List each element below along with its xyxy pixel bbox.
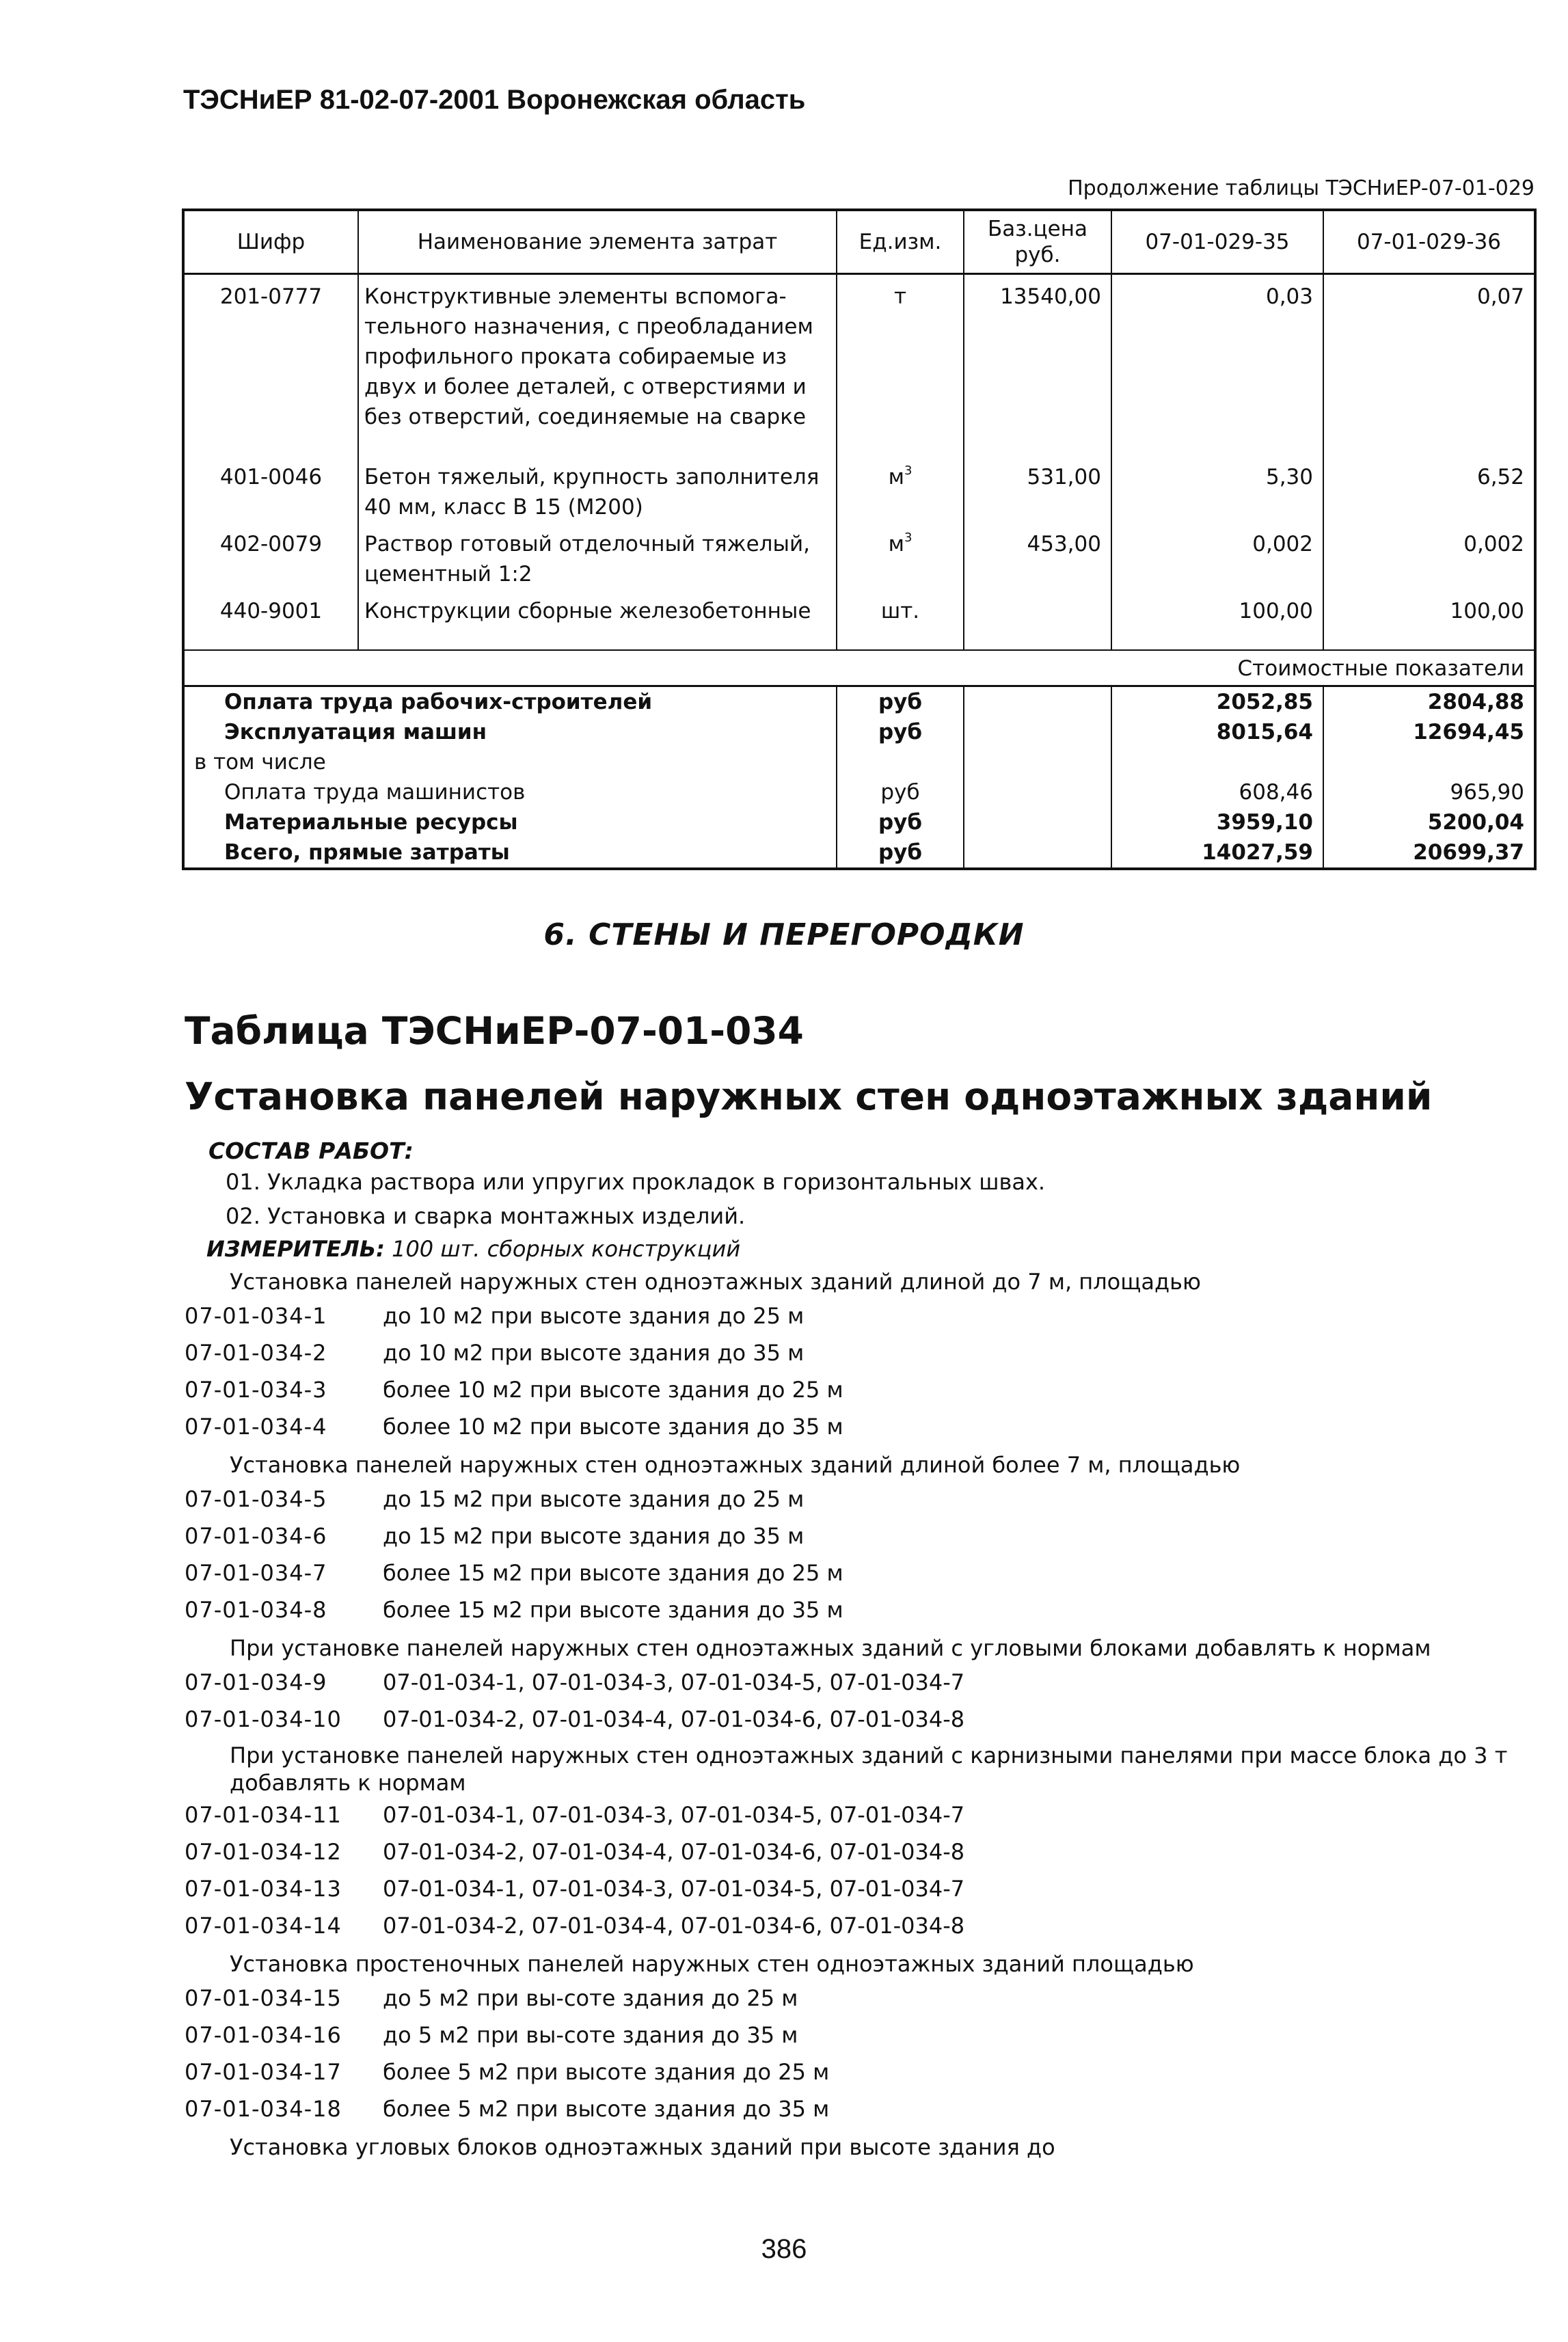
cost-unit: руб <box>837 686 964 718</box>
cost-value-35: 608,46 <box>1111 777 1323 807</box>
table-title: Таблица ТЭСНиЕР-07-01-034 <box>185 1009 804 1053</box>
row-code: 201-0777 <box>183 274 358 433</box>
row-price: 453,00 <box>964 522 1111 589</box>
table-row <box>183 455 1535 522</box>
cost-row <box>183 837 1535 869</box>
measure-unit-line <box>206 1236 740 1262</box>
row-unit: шт. <box>837 589 964 626</box>
item-desc: 07-01-034-1, 07-01-034-3, 07-01-034-5, 07-01-034-7 <box>383 1802 965 1828</box>
cost-name: Всего, прямые затраты <box>183 837 837 869</box>
row-value-35: 100,00 <box>1111 589 1323 626</box>
table-continuation-note: Продолжение таблицы ТЭСНиЕР-07-01-029 <box>1068 176 1535 200</box>
row-value-36: 6,52 <box>1323 455 1535 522</box>
item-code: 07-01-034-13 <box>185 1876 342 1902</box>
list-item <box>185 2090 1538 2127</box>
section-title: 6. СТЕНЫ И ПЕРЕГОРОДКИ <box>543 917 1025 952</box>
cost-row <box>183 686 1535 718</box>
row-unit: $м^3$ <box>837 455 964 522</box>
list-item <box>185 1907 1538 1944</box>
table-row <box>183 274 1535 433</box>
item-desc: до 15 м2 при высоте здания до 35 м <box>383 1523 805 1549</box>
row-unit: $м^3$ <box>837 522 964 589</box>
item-desc: 07-01-034-2, 07-01-034-4, 07-01-034-6, 07-01-034-8 <box>383 1706 965 1732</box>
item-code: 07-01-034-7 <box>185 1560 327 1586</box>
cost-unit: руб <box>837 717 964 747</box>
cost-value-35 <box>1111 747 1323 777</box>
table-row <box>183 522 1535 589</box>
list-item <box>185 1701 1538 1738</box>
column-header-norm-36: 07-01-029-36 <box>1323 210 1535 274</box>
item-code: 07-01-034-18 <box>185 2096 342 2122</box>
list-item <box>185 1870 1538 1907</box>
cost-value-35: 2052,85 <box>1111 686 1323 718</box>
column-header-unit: Ед.изм. <box>837 210 964 274</box>
table-header-row <box>183 210 1535 274</box>
cost-indicators-label: Стоимостные показатели <box>183 650 1535 686</box>
list-item <box>185 1664 1538 1701</box>
cost-row <box>183 777 1535 807</box>
cost-value-36: 2804,88 <box>1323 686 1535 718</box>
item-desc: до 5 м2 при вы-соте здания до 35 м <box>383 2022 798 2048</box>
group-title: Установка панелей наружных стен одноэтажных зданий длиной более 7 м, площадью <box>230 1452 1241 1478</box>
cost-unit: руб <box>837 777 964 807</box>
cost-value-35: 8015,64 <box>1111 717 1323 747</box>
item-code: 07-01-034-9 <box>185 1669 327 1695</box>
item-desc: 07-01-034-1, 07-01-034-3, 07-01-034-5, 07-01-034-7 <box>383 1876 965 1902</box>
item-code: 07-01-034-4 <box>185 1414 327 1440</box>
item-code: 07-01-034-5 <box>185 1486 327 1512</box>
group-title: Установка простеночных панелей наружных стен одноэтажных зданий площадью <box>230 1951 1194 1977</box>
list-item <box>185 2054 1538 2090</box>
item-code: 07-01-034-10 <box>185 1706 342 1732</box>
row-value-35: 5,30 <box>1111 455 1323 522</box>
page-header-title: ТЭСНиЕР 81-02-07-2001 Воронежская область <box>183 85 806 115</box>
work-step: 01. Укладка раствора или упругих прокладок в горизонтальных швах. <box>226 1169 1046 1195</box>
row-value-35: 0,03 <box>1111 274 1323 433</box>
item-code: 07-01-034-2 <box>185 1340 327 1366</box>
row-value-36: 100,00 <box>1323 589 1535 626</box>
row-name: Конструкции сборные железобетонные <box>358 589 837 626</box>
column-header-base-price: Баз.цена руб. <box>964 210 1111 274</box>
group-title: При установке панелей наружных стен одноэтажных зданий с угловыми блоками добавлять к нормам <box>230 1635 1431 1661</box>
item-code: 07-01-034-6 <box>185 1523 327 1549</box>
list-item <box>185 1833 1538 1870</box>
row-value-35: 0,002 <box>1111 522 1323 589</box>
item-code: 07-01-034-15 <box>185 1985 342 2011</box>
column-header-code: Шифр <box>183 210 358 274</box>
table-row <box>183 589 1535 626</box>
column-header-norm-35: 07-01-029-35 <box>1111 210 1323 274</box>
item-desc: 07-01-034-2, 07-01-034-4, 07-01-034-6, 07-01-034-8 <box>383 1913 965 1939</box>
row-name: Конструктивные элементы вспомога-тельного назначения, с преобладанием профильного проката собираемые из двух и более деталей, с отверстиями и без отверстий, соединяемые на сварке <box>358 274 837 433</box>
norm-items-list <box>185 1262 1538 2163</box>
cost-value-36: 5200,04 <box>1323 807 1535 837</box>
row-price: 13540,00 <box>964 274 1111 433</box>
list-item <box>185 1481 1538 1518</box>
cost-unit: руб <box>837 837 964 869</box>
measure-unit-value: 100 шт. сборных конструкций <box>392 1236 741 1262</box>
row-value-36: 0,002 <box>1323 522 1535 589</box>
item-desc: 07-01-034-2, 07-01-034-4, 07-01-034-6, 07-01-034-8 <box>383 1839 965 1865</box>
row-code: 401-0046 <box>183 455 358 522</box>
item-code: 07-01-034-17 <box>185 2059 342 2085</box>
cost-value-36 <box>1323 747 1535 777</box>
item-desc: более 15 м2 при высоте здания до 35 м <box>383 1597 843 1623</box>
page-number: 386 <box>761 2234 807 2264</box>
row-name: Бетон тяжелый, крупность заполнителя 40 мм, класс В 15 (М200) <box>358 455 837 522</box>
work-composition-heading: СОСТАВ РАБОТ: <box>208 1138 414 1164</box>
cost-name: Оплата труда рабочих-строителей <box>183 686 837 718</box>
cost-value-35: 3959,10 <box>1111 807 1323 837</box>
row-code: 440-9001 <box>183 589 358 626</box>
row-unit: т <box>837 274 964 433</box>
group-title: При установке панелей наружных стен одноэтажных зданий с карнизными панелями при массе блока до 3 т добавлять к нормам <box>230 1742 1508 1796</box>
cost-value-36: 12694,45 <box>1323 717 1535 747</box>
row-price <box>964 589 1111 626</box>
item-desc: более 5 м2 при высоте здания до 25 м <box>383 2059 830 2085</box>
column-header-name: Наименование элемента затрат <box>358 210 837 274</box>
item-code: 07-01-034-12 <box>185 1839 342 1865</box>
row-value-36: 0,07 <box>1323 274 1535 433</box>
list-item <box>185 1554 1538 1591</box>
item-desc: более 10 м2 при высоте здания до 35 м <box>383 1414 843 1440</box>
item-desc: до 5 м2 при вы-соте здания до 25 м <box>383 1985 798 2011</box>
list-item <box>185 1796 1538 1833</box>
item-desc: до 10 м2 при высоте здания до 25 м <box>383 1303 805 1329</box>
list-item <box>185 2017 1538 2054</box>
work-step: 02. Установка и сварка монтажных изделий. <box>226 1203 746 1229</box>
cost-value-36: 20699,37 <box>1323 837 1535 869</box>
item-desc: более 15 м2 при высоте здания до 25 м <box>383 1560 843 1586</box>
item-code: 07-01-034-3 <box>185 1377 327 1403</box>
cost-row <box>183 807 1535 837</box>
row-name: Раствор готовый отделочный тяжелый, цементный 1:2 <box>358 522 837 589</box>
item-code: 07-01-034-11 <box>185 1802 342 1828</box>
cost-name: в том числе <box>183 747 837 777</box>
item-code: 07-01-034-16 <box>185 2022 342 2048</box>
row-price: 531,00 <box>964 455 1111 522</box>
item-desc: более 5 м2 при высоте здания до 35 м <box>383 2096 830 2122</box>
cost-row <box>183 717 1535 747</box>
cost-unit <box>837 747 964 777</box>
group-title: Установка панелей наружных стен одноэтажных зданий длиной до 7 м, площадью <box>230 1269 1201 1295</box>
cost-value-35: 14027,59 <box>1111 837 1323 869</box>
cost-value-36: 965,90 <box>1323 777 1535 807</box>
resource-cost-table <box>182 208 1537 870</box>
item-code: 07-01-034-8 <box>185 1597 327 1623</box>
list-item <box>185 1334 1538 1371</box>
cost-unit: руб <box>837 807 964 837</box>
cost-name: Оплата труда машинистов <box>183 777 837 807</box>
group-title: Установка угловых блоков одноэтажных зданий при высоте здания до <box>230 2134 1055 2160</box>
cost-name: Материальные ресурсы <box>183 807 837 837</box>
measure-unit-label: ИЗМЕРИТЕЛЬ: <box>206 1236 385 1262</box>
cost-row <box>183 747 1535 777</box>
cost-name: Эксплуатация машин <box>183 717 837 747</box>
list-item <box>185 1408 1538 1445</box>
item-desc: до 15 м2 при высоте здания до 25 м <box>383 1486 805 1512</box>
item-desc: до 10 м2 при высоте здания до 35 м <box>383 1340 805 1366</box>
list-item <box>185 1518 1538 1554</box>
cost-indicators-header <box>183 650 1535 686</box>
list-item <box>185 1297 1538 1334</box>
list-item <box>185 1371 1538 1408</box>
table-subtitle: Установка панелей наружных стен одноэтажных зданий <box>185 1075 1433 1118</box>
item-desc: более 10 м2 при высоте здания до 25 м <box>383 1377 843 1403</box>
row-code: 402-0079 <box>183 522 358 589</box>
item-desc: 07-01-034-1, 07-01-034-3, 07-01-034-5, 07-01-034-7 <box>383 1669 965 1695</box>
list-item <box>185 1591 1538 1628</box>
item-code: 07-01-034-1 <box>185 1303 327 1329</box>
list-item <box>185 1980 1538 2017</box>
item-code: 07-01-034-14 <box>185 1913 342 1939</box>
